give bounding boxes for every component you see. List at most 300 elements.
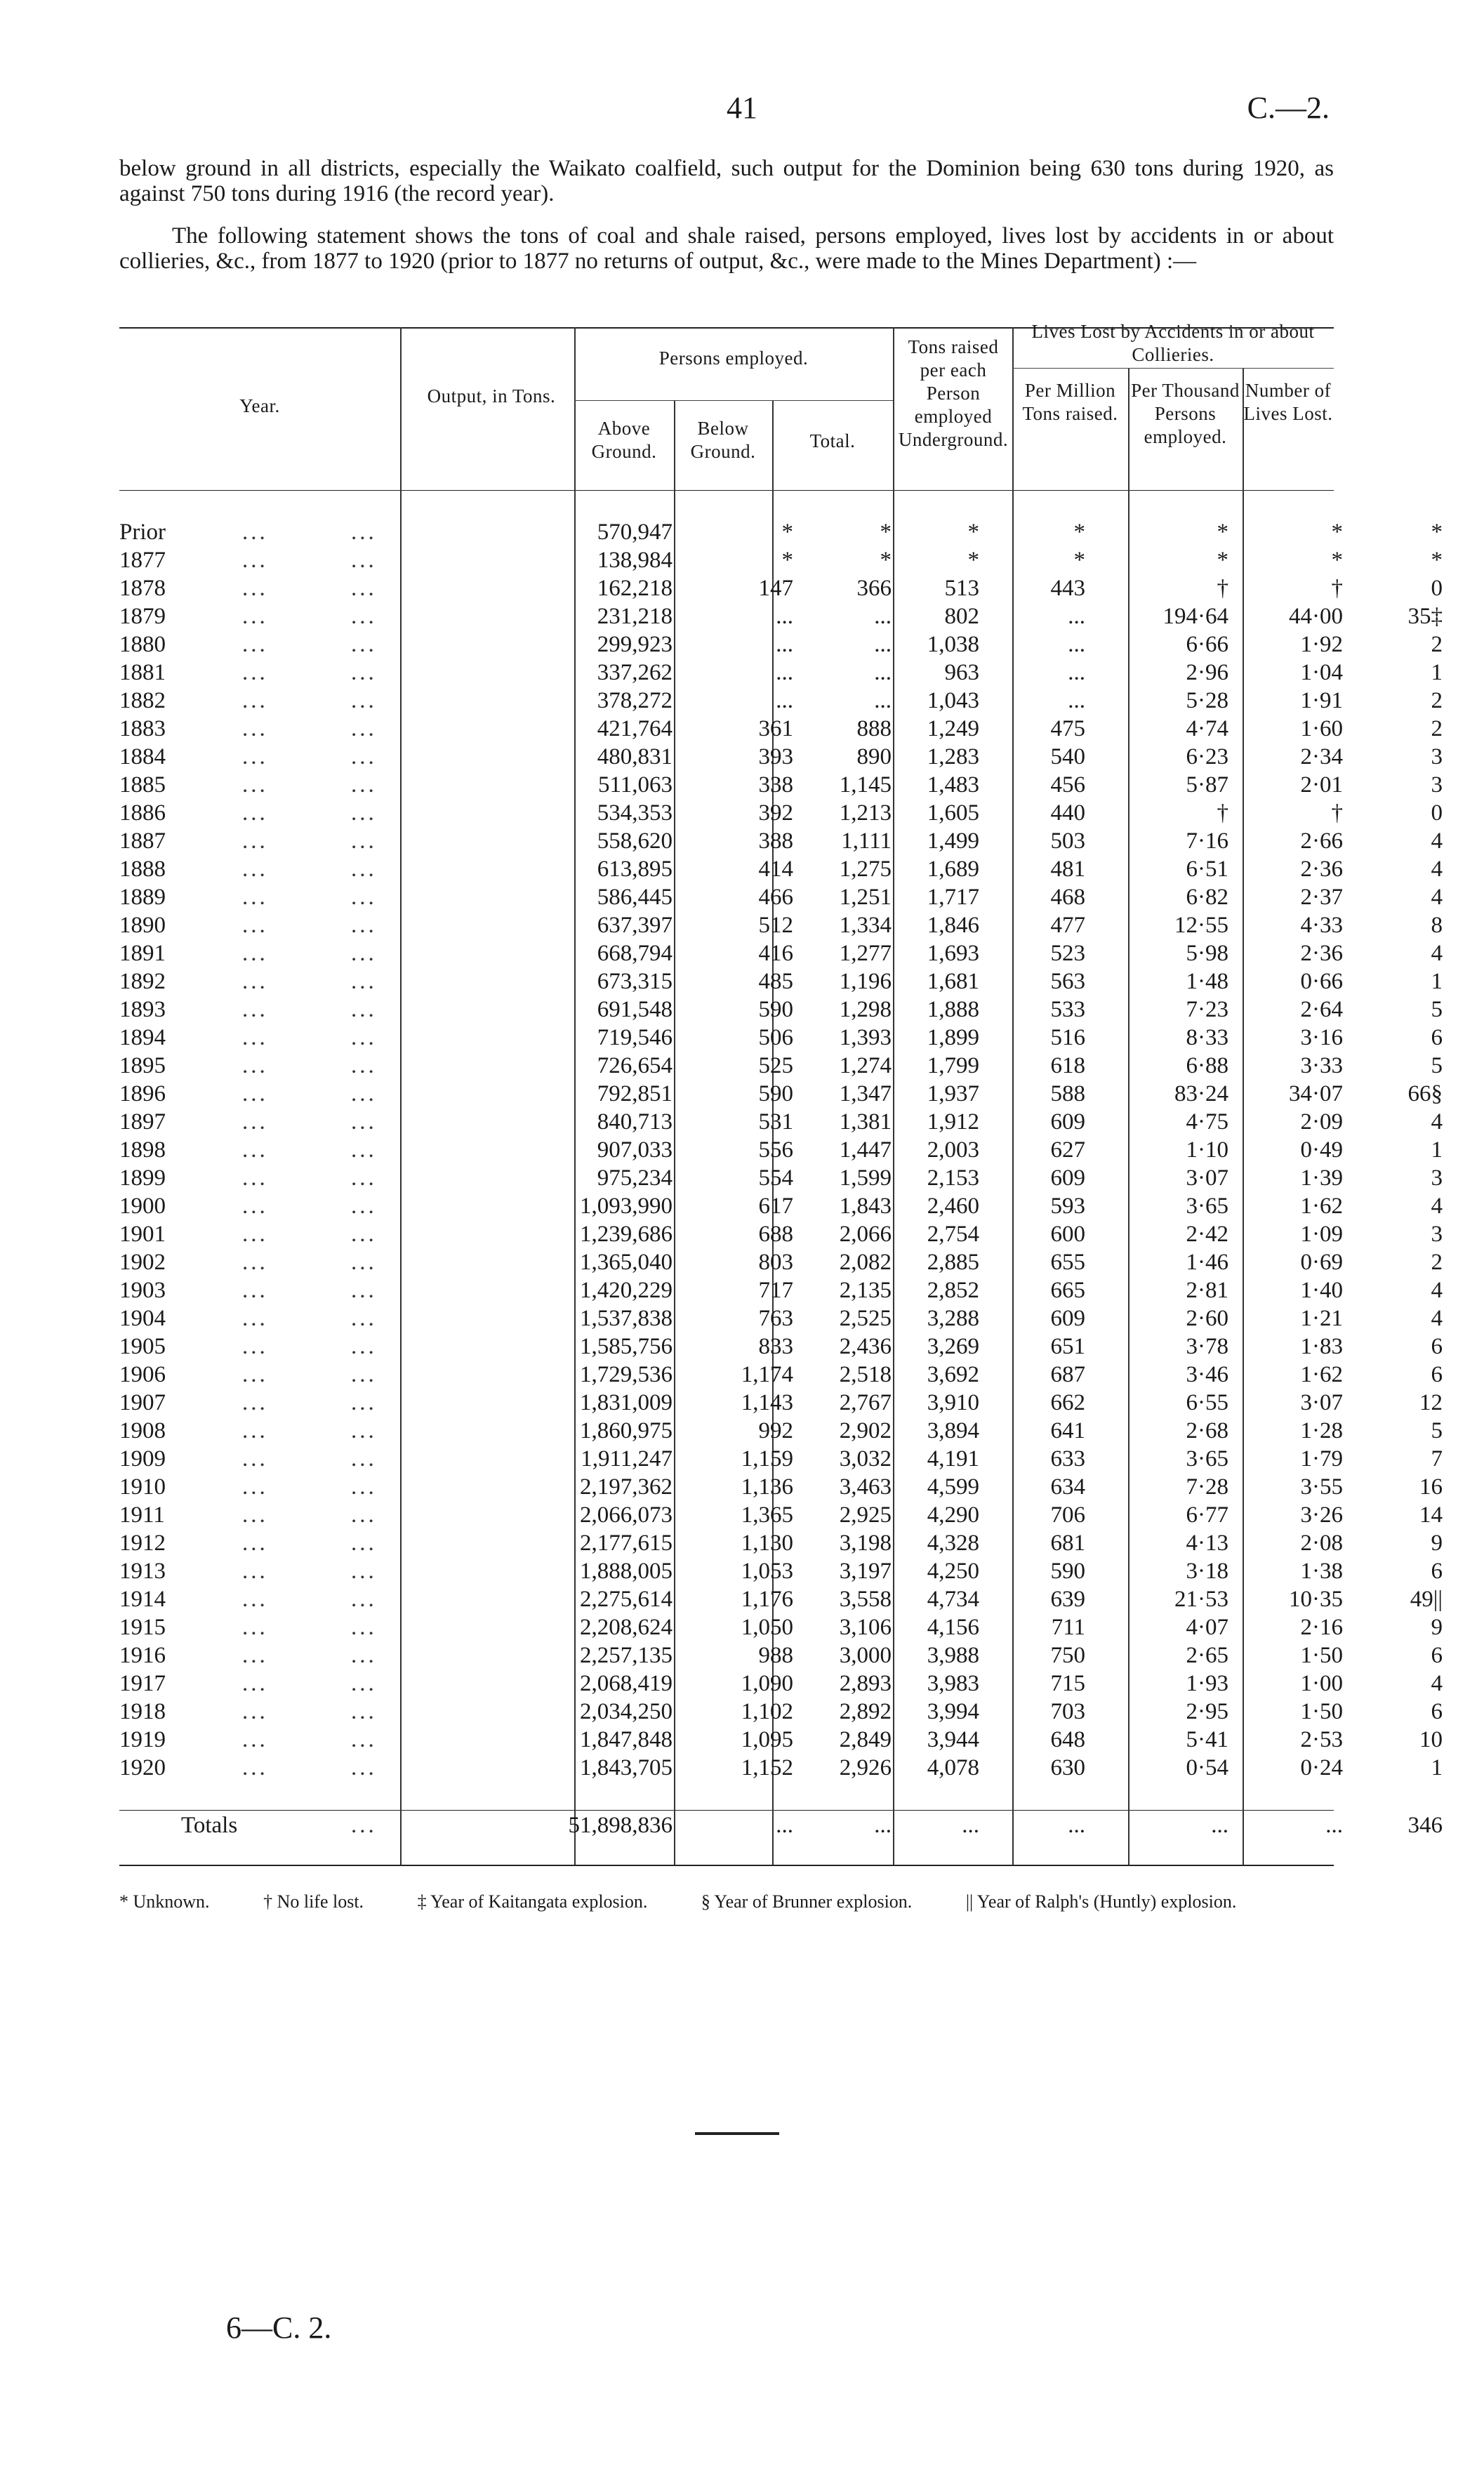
cell-tons-per-person: 523: [1050, 941, 1085, 966]
table-row: [119, 1585, 1443, 1613]
cell-lives-lost: 0: [1431, 576, 1443, 601]
cell-below-ground: ...: [874, 604, 892, 629]
cell-lives-lost: 6: [1431, 1362, 1443, 1387]
cell-tons-per-person: 456: [1050, 772, 1085, 798]
cell-total: 2,153: [927, 1165, 979, 1191]
table-row: [119, 1698, 1443, 1726]
cell-total: 1,899: [927, 1025, 979, 1050]
cell-above-ground: 556: [758, 1137, 793, 1163]
cell-output: 1,888,005: [580, 1559, 673, 1584]
totals-filler: ...: [962, 1813, 979, 1838]
cell-per-million: 1·46: [1186, 1250, 1228, 1275]
cell-per-million: 2·68: [1186, 1418, 1228, 1443]
cell-below-ground: 890: [856, 744, 892, 769]
cell-per-thousand: 0·66: [1300, 969, 1343, 994]
leader-dots: ...: [242, 1755, 268, 1780]
cell-lives-lost: 8: [1431, 913, 1443, 938]
table-row: [119, 1333, 1443, 1361]
leader-dots: ...: [351, 548, 377, 573]
cell-year: 1898: [119, 1137, 166, 1163]
leader-dots: ...: [351, 716, 377, 741]
cell-above-ground: 1,176: [741, 1587, 793, 1612]
cell-above-ground: 147: [758, 576, 793, 601]
cell-tons-per-person: 641: [1050, 1418, 1085, 1443]
cell-total: 802: [944, 604, 979, 629]
cell-year: 1877: [119, 548, 166, 573]
leader-dots: ...: [242, 1390, 268, 1415]
header-output: Output, in Tons.: [427, 385, 556, 406]
leader-dots: ...: [351, 1531, 377, 1556]
footnote: || Year of Ralph's (Huntly) explosion.: [965, 1891, 1237, 1912]
cell-lives-lost: 1: [1431, 969, 1443, 994]
cell-per-thousand: 1·50: [1300, 1643, 1343, 1668]
cell-below-ground: 1,213: [839, 800, 892, 826]
table-row: [119, 602, 1443, 630]
cell-above-ground: 1,174: [741, 1362, 793, 1387]
cell-output: 1,420,229: [580, 1278, 673, 1303]
cell-year: 1888: [119, 857, 166, 882]
cell-year: 1896: [119, 1081, 166, 1106]
table-row: [119, 1361, 1443, 1389]
cell-year: 1909: [119, 1446, 166, 1472]
cell-tons-per-person: 481: [1050, 857, 1085, 882]
cell-lives-lost: 4: [1431, 885, 1443, 910]
leader-dots: ...: [351, 941, 377, 966]
cell-above-ground: 1,130: [741, 1531, 793, 1556]
leader-dots: ...: [242, 1418, 268, 1443]
cell-lives-lost: 4: [1431, 857, 1443, 882]
cell-tons-per-person: 618: [1050, 1053, 1085, 1078]
table-row: [119, 855, 1443, 883]
cell-total: 1,038: [927, 632, 979, 657]
totals-lives-lost: 346: [1407, 1813, 1443, 1838]
cell-year: 1884: [119, 744, 166, 769]
cell-tons-per-person: 687: [1050, 1362, 1085, 1387]
cell-output: 558,620: [597, 828, 673, 854]
cell-total: 2,885: [927, 1250, 979, 1275]
cell-per-thousand: 1·91: [1300, 688, 1343, 713]
cell-above-ground: 763: [758, 1306, 793, 1331]
cell-output: 792,851: [597, 1081, 673, 1106]
cell-per-million: 4·74: [1186, 716, 1228, 741]
cell-total: 3,988: [927, 1643, 979, 1668]
cell-per-million: 83·24: [1174, 1081, 1228, 1106]
cell-per-thousand: 1·92: [1300, 632, 1343, 657]
cell-above-ground: 416: [758, 941, 793, 966]
cell-tons-per-person: 540: [1050, 744, 1085, 769]
cell-below-ground: 3,197: [839, 1559, 892, 1584]
cell-year: 1907: [119, 1390, 166, 1415]
cell-year: 1889: [119, 885, 166, 910]
leader-dots: ...: [351, 1053, 377, 1078]
leader-dots: ...: [351, 1615, 377, 1640]
leader-dots: ...: [351, 997, 377, 1022]
cell-per-thousand: 0·24: [1300, 1755, 1343, 1780]
totals-row: [119, 1811, 1443, 1839]
header-year: Year.: [239, 395, 280, 416]
leader-dots: ...: [351, 1727, 377, 1752]
cell-lives-lost: 16: [1419, 1474, 1443, 1500]
table-row: [119, 574, 1443, 602]
cell-output: 1,365,040: [580, 1250, 673, 1275]
cell-per-million: 3·18: [1186, 1559, 1228, 1584]
cell-tons-per-person: 475: [1050, 716, 1085, 741]
leader-dots: ...: [351, 1390, 377, 1415]
lives-lost-subrule: [1012, 368, 1334, 369]
table-header-rule: [119, 490, 1334, 491]
cell-lives-lost: 5: [1431, 1053, 1443, 1078]
cell-total: 2,754: [927, 1222, 979, 1247]
table-row: [119, 687, 1443, 715]
cell-per-million: 0·54: [1186, 1755, 1228, 1780]
cell-below-ground: ...: [874, 688, 892, 713]
table-row: [119, 1670, 1443, 1698]
cell-total: 1,043: [927, 688, 979, 713]
cell-year: 1882: [119, 688, 166, 713]
header-number-lost: Number of Lives Lost.: [1243, 380, 1333, 424]
cell-per-thousand: 2·66: [1300, 828, 1343, 854]
table-row: [119, 715, 1443, 743]
cell-output: 2,066,073: [580, 1502, 673, 1528]
cell-above-ground: 388: [758, 828, 793, 854]
cell-below-ground: 1,334: [839, 913, 892, 938]
leader-dots: ...: [351, 1109, 377, 1135]
cell-below-ground: 2,135: [839, 1278, 892, 1303]
leader-dots: ...: [351, 1755, 377, 1780]
cell-above-ground: 992: [758, 1418, 793, 1443]
cell-tons-per-person: 648: [1050, 1727, 1085, 1752]
leader-dots: ...: [242, 1559, 268, 1584]
cell-above-ground: 833: [758, 1334, 793, 1359]
cell-per-thousand: 4·33: [1300, 913, 1343, 938]
cell-per-thousand: 3·16: [1300, 1025, 1343, 1050]
cell-total: 3,894: [927, 1418, 979, 1443]
cell-output: 726,654: [597, 1053, 673, 1078]
leader-dots: ...: [351, 800, 377, 826]
cell-year: 1908: [119, 1418, 166, 1443]
header-tons-raised: Tons raised per each Person employed Underground.: [898, 336, 1009, 450]
cell-lives-lost: 3: [1431, 772, 1443, 798]
cell-lives-lost: 4: [1431, 1109, 1443, 1135]
cell-above-ground: 1,090: [741, 1671, 793, 1696]
cell-per-million: 6·55: [1186, 1390, 1228, 1415]
footnote: § Year of Brunner explosion.: [701, 1891, 913, 1912]
cell-per-thousand: 1·60: [1300, 716, 1343, 741]
cell-output: 421,764: [597, 716, 673, 741]
table-row: [119, 1501, 1443, 1529]
table-row: [119, 630, 1443, 659]
cell-above-ground: *: [781, 520, 793, 545]
cell-tons-per-person: 706: [1050, 1502, 1085, 1528]
cell-lives-lost: 3: [1431, 744, 1443, 769]
cell-per-million: 1·93: [1186, 1671, 1228, 1696]
cell-total: 4,250: [927, 1559, 979, 1584]
cell-below-ground: 3,000: [839, 1643, 892, 1668]
cell-below-ground: *: [880, 520, 892, 545]
cell-per-thousand: 1·40: [1300, 1278, 1343, 1303]
cell-tons-per-person: 651: [1050, 1334, 1085, 1359]
cell-output: 138,984: [597, 548, 673, 573]
leader-dots: ...: [351, 1699, 377, 1724]
cell-tons-per-person: 593: [1050, 1194, 1085, 1219]
leader-dots: ...: [242, 1109, 268, 1135]
cell-per-million: †: [1217, 800, 1228, 826]
cell-output: 511,063: [597, 772, 673, 798]
totals-output: 51,898,836: [568, 1813, 673, 1838]
cell-total: 4,156: [927, 1615, 979, 1640]
cell-output: 1,911,247: [581, 1446, 673, 1472]
cell-tons-per-person: ...: [1068, 660, 1085, 685]
leader-dots: ...: [351, 604, 377, 629]
table-row: [119, 1445, 1443, 1473]
cell-total: 4,191: [927, 1446, 979, 1472]
cell-below-ground: 366: [856, 576, 892, 601]
cell-per-thousand: 10·35: [1289, 1587, 1343, 1612]
cell-tons-per-person: 639: [1050, 1587, 1085, 1612]
cell-below-ground: 2,892: [839, 1699, 892, 1724]
leader-dots: ...: [242, 857, 268, 882]
cell-below-ground: 3,106: [839, 1615, 892, 1640]
cell-lives-lost: 6: [1431, 1643, 1443, 1668]
leader-dots: ...: [351, 1559, 377, 1584]
cell-per-million: 3·65: [1186, 1446, 1228, 1472]
cell-per-thousand: 44·00: [1289, 604, 1343, 629]
cell-year: 1880: [119, 632, 166, 657]
cell-total: *: [967, 520, 979, 545]
cell-tons-per-person: 503: [1050, 828, 1085, 854]
leader-dots: ...: [351, 1250, 377, 1275]
cell-output: 1,860,975: [580, 1418, 673, 1443]
cell-year: 1881: [119, 660, 166, 685]
cell-below-ground: 1,347: [839, 1081, 892, 1106]
cell-tons-per-person: 665: [1050, 1278, 1085, 1303]
cell-output: 2,197,362: [580, 1474, 673, 1500]
table-row: [119, 546, 1443, 574]
cell-year: 1914: [119, 1587, 166, 1612]
cell-per-thousand: *: [1331, 520, 1343, 545]
table-row: [119, 1080, 1443, 1108]
cell-per-thousand: †: [1331, 576, 1343, 601]
cell-above-ground: 414: [758, 857, 793, 882]
cell-per-thousand: 1·79: [1300, 1446, 1343, 1472]
cell-tons-per-person: 563: [1050, 969, 1085, 994]
leader-dots: ...: [351, 1222, 377, 1247]
cell-total: 3,288: [927, 1306, 979, 1331]
leader-dots: ...: [242, 913, 268, 938]
cell-lives-lost: 9: [1431, 1615, 1443, 1640]
cell-total: 1,846: [927, 913, 979, 938]
cell-tons-per-person: 715: [1050, 1671, 1085, 1696]
cell-below-ground: 1,447: [839, 1137, 892, 1163]
leader-dots: ...: [351, 1025, 377, 1050]
cell-above-ground: 988: [758, 1643, 793, 1668]
cell-total: 3,269: [927, 1334, 979, 1359]
cell-lives-lost: 4: [1431, 1194, 1443, 1219]
cell-output: 2,208,624: [580, 1615, 673, 1640]
leader-dots: ...: [351, 1446, 377, 1472]
cell-year: 1897: [119, 1109, 166, 1135]
cell-above-ground: 393: [758, 744, 793, 769]
cell-above-ground: 338: [758, 772, 793, 798]
cell-output: 975,234: [597, 1165, 673, 1191]
cell-tons-per-person: 440: [1050, 800, 1085, 826]
cell-lives-lost: 5: [1431, 1418, 1443, 1443]
cell-per-thousand: 1·83: [1300, 1334, 1343, 1359]
cell-per-thousand: 3·55: [1300, 1474, 1343, 1500]
cell-output: 1,843,705: [580, 1755, 673, 1780]
cell-lives-lost: *: [1431, 548, 1443, 573]
table-row: [119, 939, 1443, 967]
cell-year: 1915: [119, 1615, 166, 1640]
cell-per-thousand: *: [1331, 548, 1343, 573]
cell-output: 337,262: [597, 660, 673, 685]
totals-filler: ...: [776, 1813, 793, 1838]
footnote: ‡ Year of Kaitangata explosion.: [417, 1891, 648, 1912]
cell-tons-per-person: 711: [1051, 1615, 1085, 1640]
cell-below-ground: 1,393: [839, 1025, 892, 1050]
leader-dots: ...: [242, 1671, 268, 1696]
cell-output: 1,585,756: [580, 1334, 673, 1359]
totals-top-rule: [119, 1810, 1334, 1811]
cell-tons-per-person: *: [1073, 548, 1085, 573]
leader-dots: ...: [242, 1615, 268, 1640]
cell-tons-per-person: 468: [1050, 885, 1085, 910]
cell-output: 2,177,615: [580, 1531, 673, 1556]
cell-total: 1,937: [927, 1081, 979, 1106]
cell-tons-per-person: 633: [1050, 1446, 1085, 1472]
cell-below-ground: 2,849: [839, 1727, 892, 1752]
cell-lives-lost: 2: [1431, 688, 1443, 713]
leader-dots: ...: [242, 604, 268, 629]
totals-label: Totals: [181, 1813, 238, 1838]
cell-per-thousand: 1·00: [1300, 1671, 1343, 1696]
cell-per-million: 7·28: [1186, 1474, 1228, 1500]
cell-output: 299,923: [597, 632, 673, 657]
cell-year: 1917: [119, 1671, 166, 1696]
cell-total: 1,283: [927, 744, 979, 769]
cell-tons-per-person: 609: [1050, 1306, 1085, 1331]
footnote: † No life lost.: [263, 1891, 364, 1912]
leader-dots: ...: [242, 1587, 268, 1612]
leader-dots: ...: [351, 1418, 377, 1443]
totals-filler: ...: [1325, 1813, 1343, 1838]
leader-dots: ...: [242, 520, 268, 545]
cell-lives-lost: 4: [1431, 1306, 1443, 1331]
cell-above-ground: ...: [776, 632, 793, 657]
cell-lives-lost: 4: [1431, 828, 1443, 854]
totals-filler: ...: [1068, 1813, 1085, 1838]
cell-tons-per-person: ...: [1068, 688, 1085, 713]
cell-below-ground: 2,082: [839, 1250, 892, 1275]
table-row: [119, 1389, 1443, 1417]
cell-per-thousand: 2·34: [1300, 744, 1343, 769]
table-row: [119, 1613, 1443, 1641]
cell-per-thousand: 2·16: [1300, 1615, 1343, 1640]
cell-above-ground: ...: [776, 688, 793, 713]
cell-below-ground: 888: [856, 716, 892, 741]
leader-dots: ...: [242, 997, 268, 1022]
leader-dots: ...: [242, 1165, 268, 1191]
persons-employed-subrule: [574, 400, 893, 401]
cell-tons-per-person: 609: [1050, 1109, 1085, 1135]
cell-per-thousand: 1·38: [1300, 1559, 1343, 1584]
table-row: [119, 1529, 1443, 1557]
cell-below-ground: ...: [874, 660, 892, 685]
leader-dots: ...: [351, 1137, 377, 1163]
table-row: [119, 771, 1443, 799]
cell-above-ground: 1,102: [741, 1699, 793, 1724]
cell-lives-lost: 2: [1431, 1250, 1443, 1275]
cell-tons-per-person: 750: [1050, 1643, 1085, 1668]
cell-per-million: 7·23: [1186, 997, 1228, 1022]
cell-below-ground: 1,275: [839, 857, 892, 882]
cell-total: 963: [944, 660, 979, 685]
cell-below-ground: 1,298: [839, 997, 892, 1022]
cell-per-million: 3·07: [1186, 1165, 1228, 1191]
cell-year: 1891: [119, 941, 166, 966]
cell-year: 1879: [119, 604, 166, 629]
cell-above-ground: 717: [758, 1278, 793, 1303]
cell-tons-per-person: 627: [1050, 1137, 1085, 1163]
cell-above-ground: 512: [758, 913, 793, 938]
table-row: [119, 1473, 1443, 1501]
cell-total: 1,499: [927, 828, 979, 854]
cell-below-ground: 2,926: [839, 1755, 892, 1780]
leader-dots: ...: [351, 1643, 377, 1668]
leader-dots: ...: [242, 688, 268, 713]
cell-per-million: 7·16: [1186, 828, 1228, 854]
cell-below-ground: 2,518: [839, 1362, 892, 1387]
cell-year: 1899: [119, 1165, 166, 1191]
cell-output: 231,218: [597, 604, 673, 629]
table-row: [119, 967, 1443, 996]
cell-per-million: 3·46: [1186, 1362, 1228, 1387]
table-row: [119, 1641, 1443, 1670]
cell-output: 1,847,848: [580, 1727, 673, 1752]
cell-per-million: 2·60: [1186, 1306, 1228, 1331]
leader-dots: ...: [351, 576, 377, 601]
leader-dots: ...: [242, 548, 268, 573]
cell-tons-per-person: 655: [1050, 1250, 1085, 1275]
leader-dots: ...: [242, 576, 268, 601]
cell-per-thousand: 3·33: [1300, 1053, 1343, 1078]
table-row: [119, 1220, 1443, 1248]
cell-per-million: 2·81: [1186, 1278, 1228, 1303]
cell-year: 1902: [119, 1250, 166, 1275]
cell-per-thousand: 3·26: [1300, 1502, 1343, 1528]
cell-tons-per-person: 516: [1050, 1025, 1085, 1050]
cell-per-thousand: 2·36: [1300, 857, 1343, 882]
cell-per-thousand: 3·07: [1300, 1390, 1343, 1415]
cell-tons-per-person: 477: [1050, 913, 1085, 938]
cell-per-million: *: [1217, 548, 1228, 573]
leader-dots: ...: [242, 1502, 268, 1528]
cell-below-ground: 2,436: [839, 1334, 892, 1359]
cell-per-thousand: 2·09: [1300, 1109, 1343, 1135]
cell-per-million: 3·78: [1186, 1334, 1228, 1359]
cell-lives-lost: 6: [1431, 1334, 1443, 1359]
cell-lives-lost: 6: [1431, 1699, 1443, 1724]
leader-dots: ...: [242, 632, 268, 657]
cell-total: 4,078: [927, 1755, 979, 1780]
cell-total: 2,003: [927, 1137, 979, 1163]
table-row: [119, 1417, 1443, 1445]
cell-total: 1,799: [927, 1053, 979, 1078]
cell-lives-lost: 10: [1419, 1727, 1443, 1752]
cell-year: 1895: [119, 1053, 166, 1078]
cell-total: 3,692: [927, 1362, 979, 1387]
table-row: [119, 1136, 1443, 1164]
